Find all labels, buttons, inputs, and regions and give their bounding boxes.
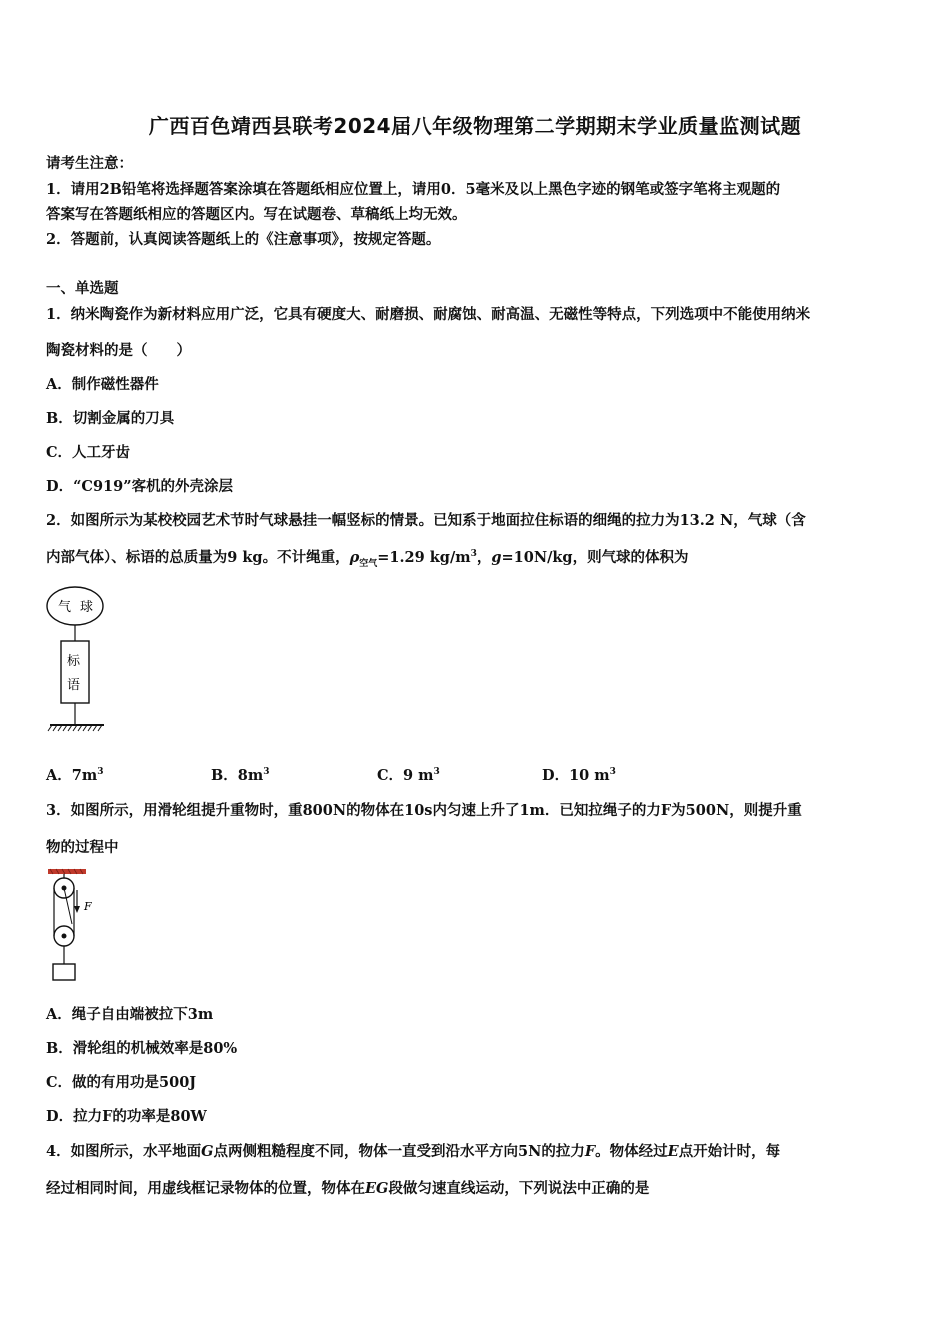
q1-option-d: D．“C919”客机的外壳涂层 xyxy=(46,478,234,495)
q2-stem-text-d: =10N/kg，则气球的体积为 xyxy=(501,549,689,566)
q2-option-b: B．$8m^3$ xyxy=(211,767,270,784)
q4-text-1a: 4．如图所示，水平地面 xyxy=(46,1143,202,1160)
q2-g-symbol: g xyxy=(491,549,502,566)
notice-line-1b: 答案写在答题纸相应的答题区内。写在试题卷、草稿纸上均无效。 xyxy=(46,206,467,223)
q3-stem-line2: 物的过程中 xyxy=(46,839,119,856)
q2-option-c: C．9 $m^3$ xyxy=(377,767,440,784)
balloon-shape xyxy=(47,587,103,625)
force-label: F xyxy=(84,900,92,913)
q4-stem-line2 xyxy=(46,1177,649,1198)
q4-text-2b: 段做匀速直线运动，下列说法中正确的是 xyxy=(388,1180,650,1197)
q3-option-b: B．滑轮组的机械效率是80% xyxy=(46,1040,238,1057)
q2-cube-exponent: 3 xyxy=(470,549,477,560)
q4-stem-line1 xyxy=(46,1140,780,1161)
q3-option-d: D．拉力F的功率是80W xyxy=(46,1108,207,1125)
notice-line-2: 2．答题前，认真阅读答题纸上的《注意事项》，按规定答题。 xyxy=(46,231,441,248)
q4-text-1b: 点两侧粗糙程度不同，物体一直受到沿水平方向5N的拉力 xyxy=(213,1143,585,1160)
q1-option-a: A．制作磁性器件 xyxy=(46,376,159,393)
q1-option-c: C．人工牙齿 xyxy=(46,444,131,461)
banner-label-1: 标 xyxy=(67,654,81,669)
notice-line-1a: 1．请用2B铅笔将选择题答案涂填在答题纸相应位置上，请用0．5毫米及以上黑色字迹的钢笔或签字笔将主观题的 xyxy=(46,181,781,198)
q3-option-c: C．做的有用功是500J xyxy=(46,1074,197,1091)
force-arrow-icon xyxy=(74,906,80,913)
q3-pulley-figure xyxy=(44,868,114,986)
q2-rho-symbol: ρ xyxy=(349,549,360,566)
q1-stem-line1: 1．纳米陶瓷作为新材料应用广泛，它具有硬度大、耐磨损、耐腐蚀、耐高温、无磁性等特点，下列选项中不能使用纳米 xyxy=(46,306,811,323)
q3-option-a: A．绳子自由端被拉下3m xyxy=(46,1006,214,1023)
banner-label-2: 语 xyxy=(67,678,81,693)
movable-pulley-hub xyxy=(62,934,67,939)
q4-segment-eg: EG xyxy=(365,1180,389,1197)
q2-stem-text-c: ， xyxy=(476,549,492,566)
banner-rect xyxy=(61,641,89,703)
q4-text-1d: 点开始计时，每 xyxy=(678,1143,781,1160)
load-weight xyxy=(53,964,75,980)
q3-stem-line1: 3．如图所示，用滑轮组提升重物时，重800N的物体在10s内匀速上升了1m．已知拉绳子的力F为500N，则提升重 xyxy=(46,802,802,819)
q2-option-a: A．$7m^3$ xyxy=(46,767,104,784)
q1-stem-line2: 陶瓷材料的是（ ） xyxy=(46,342,191,359)
q2-stem-line2 xyxy=(46,546,689,569)
balloon-label-2: 球 xyxy=(80,600,94,615)
q4-text-1c: 。物体经过 xyxy=(595,1143,668,1160)
q4-point-e: E xyxy=(667,1143,679,1160)
q2-stem-text-a: 内部气体）、标语的总质量为9 kg。不计绳重， xyxy=(46,549,350,566)
q4-force-f: F xyxy=(584,1143,596,1160)
q2-option-d: D．10 $m^3$ xyxy=(542,767,616,784)
q2-stem-text-b: =1.29 kg/m xyxy=(377,549,471,566)
q2-stem-line1: 2．如图所示为某校校园艺术节时气球悬挂一幅竖标的情景。已知系于地面拉住标语的细绳的拉力为13.2 N，气球（含 xyxy=(46,512,806,529)
q4-text-2a: 经过相同时间，用虚线框记录物体的位置，物体在 xyxy=(46,1180,365,1197)
notice-heading: 请考生注意： xyxy=(46,155,133,172)
q2-balloon-figure xyxy=(44,584,114,736)
section-heading: 一、单选题 xyxy=(46,280,119,297)
q4-point-g: G xyxy=(201,1143,214,1160)
page-title: 广西百色靖西县联考2024届八年级物理第二学期期末学业质量监测试题 xyxy=(148,114,802,138)
balloon-label-1: 气 xyxy=(58,600,72,615)
q2-rho-subscript: 空气 xyxy=(359,558,378,569)
q1-option-b: B．切割金属的刀具 xyxy=(46,410,175,427)
